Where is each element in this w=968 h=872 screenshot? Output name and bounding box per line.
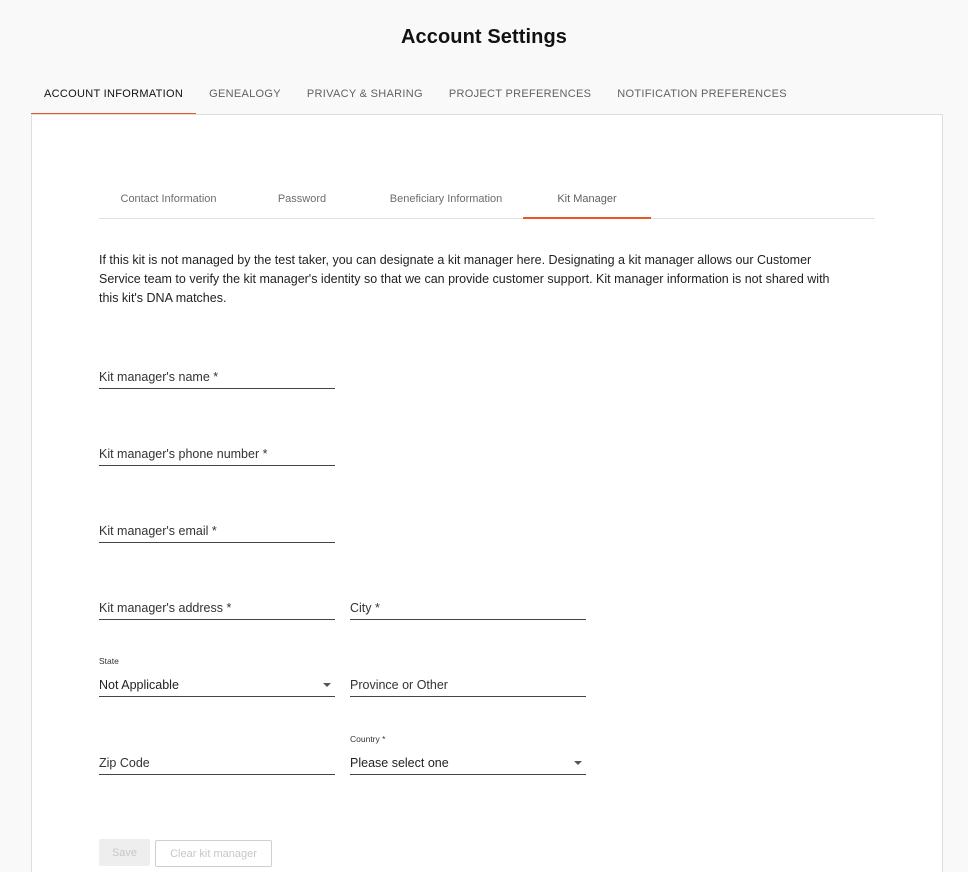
tab-project-preferences[interactable]: PROJECT PREFERENCES (448, 88, 592, 100)
kit-manager-phone-input[interactable] (99, 444, 335, 466)
kit-manager-description: If this kit is not managed by the test taker, you can designate a kit manager here. Designating a kit manager allows our Customer Service team to verify the kit manager's identity so that we can provide customer support. Kit manager information is not shared with this kit's DNA matches. (99, 253, 830, 305)
kit-manager-email-placeholder: Kit manager's email * (99, 524, 217, 538)
state-selected-value: Not Applicable (99, 678, 179, 692)
country-select[interactable] (350, 734, 586, 775)
clear-kit-manager-button[interactable]: Clear kit manager (155, 840, 272, 867)
city-input[interactable] (350, 598, 586, 620)
state-select[interactable] (99, 656, 335, 697)
province-input[interactable] (350, 675, 586, 697)
state-label: State (99, 656, 119, 666)
country-dropdown-caret-icon (574, 761, 582, 765)
tab-account-information[interactable]: ACCOUNT INFORMATION (31, 76, 196, 115)
state-dropdown-caret-icon (323, 683, 331, 687)
country-label: Country * (350, 734, 386, 744)
tab-privacy-sharing[interactable]: PRIVACY & SHARING (306, 88, 423, 100)
save-button[interactable]: Save (99, 839, 150, 866)
province-placeholder: Province or Other (350, 678, 448, 692)
country-selected-value: Please select one (350, 756, 449, 770)
subtab-beneficiary-information[interactable]: Beneficiary Information (389, 193, 503, 205)
kit-manager-name-input[interactable] (99, 367, 335, 389)
kit-manager-email-input[interactable] (99, 521, 335, 543)
kit-manager-address-input[interactable] (99, 598, 335, 620)
kit-manager-address-placeholder: Kit manager's address * (99, 601, 232, 615)
subtab-kit-manager[interactable]: Kit Manager (523, 191, 651, 219)
settings-card (31, 114, 943, 872)
tab-genealogy[interactable]: GENEALOGY (209, 88, 281, 100)
main-tab-bar (31, 76, 942, 115)
sub-tab-bar (99, 191, 875, 219)
subtab-password[interactable]: Password (277, 193, 327, 205)
zip-code-input[interactable] (99, 753, 335, 775)
zip-code-placeholder: Zip Code (99, 756, 150, 770)
subtab-contact-information[interactable]: Contact Information (120, 193, 217, 205)
city-placeholder: City * (350, 601, 380, 615)
tab-notification-preferences[interactable]: NOTIFICATION PREFERENCES (617, 88, 787, 100)
kit-manager-name-placeholder: Kit manager's name * (99, 370, 219, 384)
kit-manager-phone-placeholder: Kit manager's phone number * (99, 447, 268, 461)
page-title: Account Settings (400, 26, 568, 48)
